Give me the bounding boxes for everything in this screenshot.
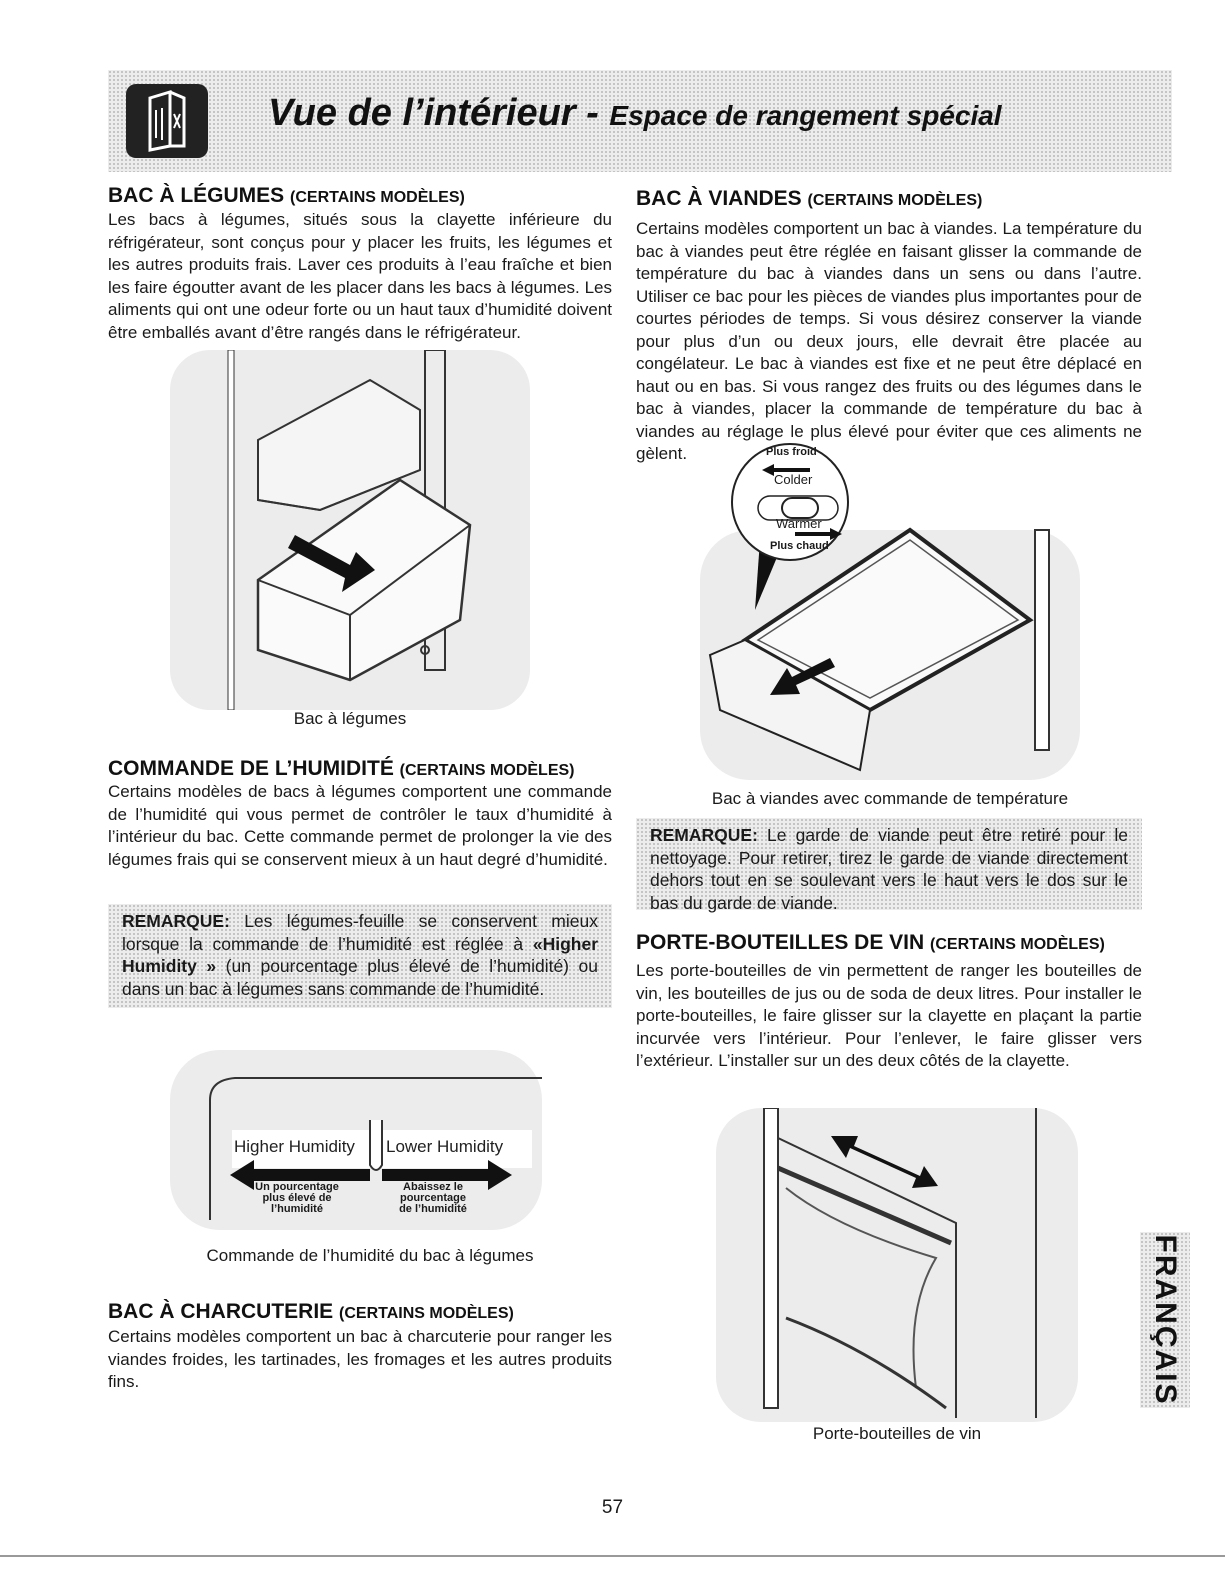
figure-bac-legumes <box>170 350 530 710</box>
dial-colder: Colder <box>774 472 813 487</box>
heading-bac-viandes: BAC À VIANDES (CERTAINS MODÈLES) <box>636 187 983 210</box>
caption-vin: Porte-bouteilles de vin <box>812 1424 982 1443</box>
dial-plus-chaud: Plus chaud <box>770 540 829 552</box>
caption-humidity: Commande de l’humidité du bac à légumes <box>206 1246 534 1265</box>
higher-humidity-label: Higher Humidity <box>234 1137 355 1156</box>
dial-plus-froid: Plus froid <box>766 446 817 458</box>
lower-humidity-fr: Abaissez le pourcentage de l’humidité <box>399 1181 467 1215</box>
caption-bac-viandes: Bac à viandes avec commande de température <box>711 789 1069 808</box>
text-humidite: Certains modèles de bacs à légumes comportent une commande de l’humidité qui vous permet de contrôler le taux d’humidité à l’intérieur du bac. Cette commande permet de prolonger la vie des légumes frais qui se conservent mieux à un haut degré d’humidité. <box>108 782 612 869</box>
note-humidite: REMARQUE: Les légumes-feuille se conservent mieux lorsque la commande de l’humidité est réglée à «Higher Humidity » (un pourcentage plus élevé de l’humidité) ou dans un bac à légumes sans commande de l’humidité. <box>108 904 612 1008</box>
note-label: REMARQUE: <box>122 911 230 931</box>
language-tab: FRANÇAIS <box>1140 1232 1190 1408</box>
figure-bac-viandes <box>700 440 1080 785</box>
note-viandes: REMARQUE: Le garde de viande peut être retiré pour le nettoyage. Pour retirer, tirez le garde de viande directement dehors tout en se soulevant vers le haut vers le dos sur le bas du garde de viande. <box>636 818 1142 910</box>
heading-humidite: COMMANDE DE L’HUMIDITÉ (CERTAINS MODÈLES) <box>108 757 575 780</box>
text-bac-legumes: Les bacs à légumes, situés sous la clayette inférieure du réfrigérateur, sont conçus pour y placer les fruits, les légumes et les autres produits frais. Laver ces produits à l’eau fraîche et bien les faire égoutter avant de les placer dans les bacs à légumes. Les aliments qui ont une odeur forte ou un haut taux d’humidité doivent être emballés avant d’être rangés dans le réfrigérateur. <box>108 210 612 342</box>
page-subtitle: Espace de rangement spécial <box>609 100 1002 131</box>
heading-vin: PORTE-BOUTEILLES DE VIN (CERTAINS MODÈLES) <box>636 931 1105 954</box>
bottom-rule <box>0 1555 1225 1557</box>
text-bac-viandes: Certains modèles comportent un bac à viandes. La température du bac à viandes peut être réglée en faisant glisser la commande de température du bac à viandes dans un sens ou dans l’autre. Utiliser ce bac pour les pièces de viandes plus importantes pour de courtes périodes de temps. Si vous désirez conserver la viande pour plus d’un ou deux jours, elle devrait être placée au congélateur. Le bac à viandes est fixe et ne peut être déplacé en haut ou en bas. Si vous rangez des fruits ou des légumes dans le bac à viandes, placer la commande de température du bac à viandes au réglage le plus élevé pour éviter que ces aliments ne gèlent. <box>636 219 1142 463</box>
dial-warmer: Warmer <box>776 516 822 531</box>
page-title: Vue de l’intérieur - Espace de rangement spécial <box>268 92 1002 134</box>
heading-charcuterie: BAC À CHARCUTERIE (CERTAINS MODÈLES) <box>108 1300 514 1323</box>
text-vin: Les porte-bouteilles de vin permettent de ranger les bouteilles de vin, les bouteilles de jus ou de soda de deux litres. Pour installer le porte-bouteilles, le faire glisser sur la clayette en plaçant la partie incurvée vers l’intérieur. Pour l’enlever, le faire glisser vers l’extérieur. L’installer sur un des deux côtés de la clayette. <box>636 961 1142 1070</box>
caption-bac-legumes: Bac à légumes <box>293 709 407 728</box>
text-charcuterie: Certains modèles comportent un bac à charcuterie pour ranger les viandes froides, les tartinades, les fromages et les autres produits fins. <box>108 1327 612 1391</box>
refrigerator-icon <box>126 84 208 158</box>
lower-humidity-label: Lower Humidity <box>386 1137 504 1156</box>
note-label: REMARQUE: <box>650 825 758 845</box>
figure-humidity-control <box>170 1050 542 1240</box>
page-number: 57 <box>601 1497 624 1518</box>
higher-humidity-fr: Un pourcentage plus élevé de l’humidité <box>255 1181 339 1215</box>
heading-bac-legumes: BAC À LÉGUMES (CERTAINS MODÈLES) <box>108 184 465 207</box>
figure-vin <box>716 1108 1078 1422</box>
